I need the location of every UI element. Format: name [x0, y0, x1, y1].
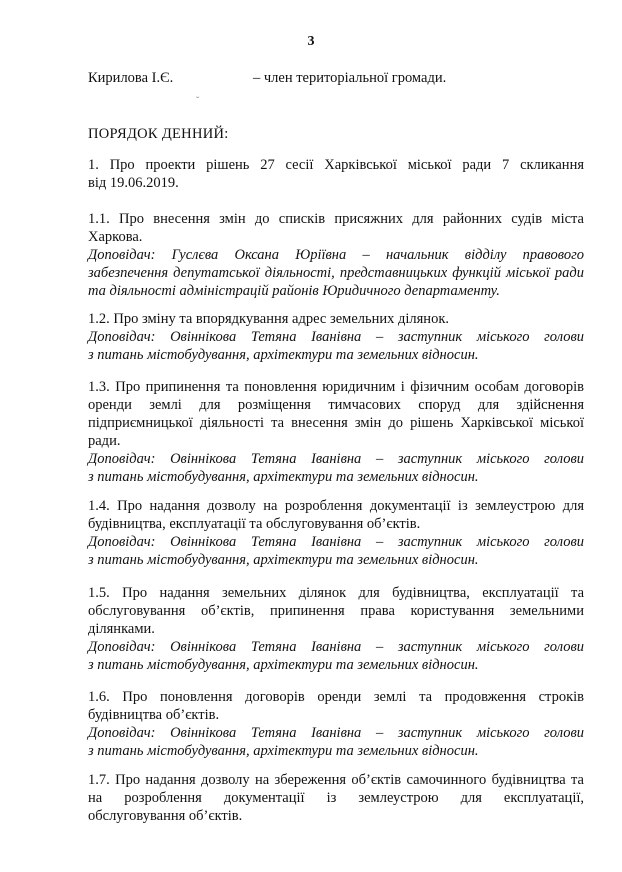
item-text-line: 1.6. Про поновлення договорів оренди землі та продовження строків: [88, 689, 584, 705]
agenda-item-1-4: [88, 497, 584, 569]
item-text-line: будівництва, експлуатації та обслуговування об’єктів.: [88, 516, 421, 532]
speaker-line: Доповідач: Овіннікова Тетяна Іванівна – заступник міського голови: [88, 329, 584, 345]
agenda-item-1-6: [88, 688, 584, 760]
agenda-title: ПОРЯДОК ДЕННИЙ:: [88, 126, 229, 142]
page-number: 3: [307, 34, 315, 49]
speaker-line: Доповідач: Овіннікова Тетяна Іванівна – заступник міського голови: [88, 725, 584, 741]
item-text-line: ділянками.: [88, 621, 155, 637]
item-text-line: 1.1. Про внесення змін до списків присяжних для районних судів міста: [88, 211, 584, 227]
agenda-item-1-1: [88, 210, 584, 300]
main-item: [88, 156, 584, 192]
main-item-line: 1. Про проекти рішень 27 сесії Харківської міської ради 7 скликання: [88, 157, 584, 173]
speaker-line: з питань містобудування, архітектури та земельних відносин.: [88, 743, 479, 759]
item-text-line: оренди землі для розміщення тимчасових споруд для здійснення: [88, 397, 584, 413]
speaker-line: з питань містобудування, архітектури та земельних відносин.: [88, 347, 479, 363]
item-text-line: підприємницької діяльності та внесення змін до рішень Харківської міської: [88, 415, 584, 431]
speaker-line: Доповідач: Овіннікова Тетяна Іванівна – заступник міського голови: [88, 451, 584, 467]
scan-speck: ˇ: [196, 96, 200, 107]
agenda-item-1-5: [88, 584, 584, 674]
speaker-line: з питань містобудування, архітектури та земельних відносин.: [88, 552, 479, 568]
item-text-line: 1.7. Про надання дозволу на збереження об’єктів самочинного будівництва та: [88, 772, 584, 788]
item-text-line: ради.: [88, 433, 121, 449]
agenda-item-1-3: [88, 378, 584, 486]
item-text-line: 1.4. Про надання дозволу на розроблення документації із землеустрою для: [88, 498, 584, 514]
item-text-line: 1.5. Про надання земельних ділянок для будівництва, експлуатації та: [88, 585, 584, 601]
item-text-line: будівництва об’єктів.: [88, 707, 220, 723]
speaker-line: забезпечення депутатської діяльності, представницьких функцій міської ради: [88, 265, 584, 281]
speaker-line: з питань містобудування, архітектури та земельних відносин.: [88, 469, 479, 485]
agenda-item-1-2: [88, 310, 584, 364]
speaker-line: Доповідач: Овіннікова Тетяна Іванівна – заступник міського голови: [88, 639, 584, 655]
speaker-line: Доповідач: Овіннікова Тетяна Іванівна – заступник міського голови: [88, 534, 584, 550]
speaker-line: Доповідач: Гуслєва Оксана Юріївна – начальник відділу правового: [88, 247, 584, 263]
agenda-item-1-7: [88, 771, 584, 825]
member-role: – член територіальної громади.: [253, 70, 447, 86]
item-text-line: Харкова.: [88, 229, 143, 245]
speaker-line: та діяльності адміністрацій районів Юридичного департаменту.: [88, 283, 500, 299]
speaker-line: з питань містобудування, архітектури та земельних відносин.: [88, 657, 479, 673]
item-text-line: на розроблення документації із землеустрою для експлуатації,: [88, 790, 584, 806]
main-item-line: від 19.06.2019.: [88, 175, 179, 191]
item-text-line: 1.2. Про зміну та впорядкування адрес земельних ділянок.: [88, 311, 449, 327]
item-text-line: обслуговування об’єктів, припинення права користування земельними: [88, 603, 584, 619]
item-text-line: обслуговування об’єктів.: [88, 808, 243, 824]
item-text-line: 1.3. Про припинення та поновлення юридичним і фізичним особам договорів: [88, 379, 584, 395]
member-name: Кирилова І.Є.: [88, 70, 174, 86]
